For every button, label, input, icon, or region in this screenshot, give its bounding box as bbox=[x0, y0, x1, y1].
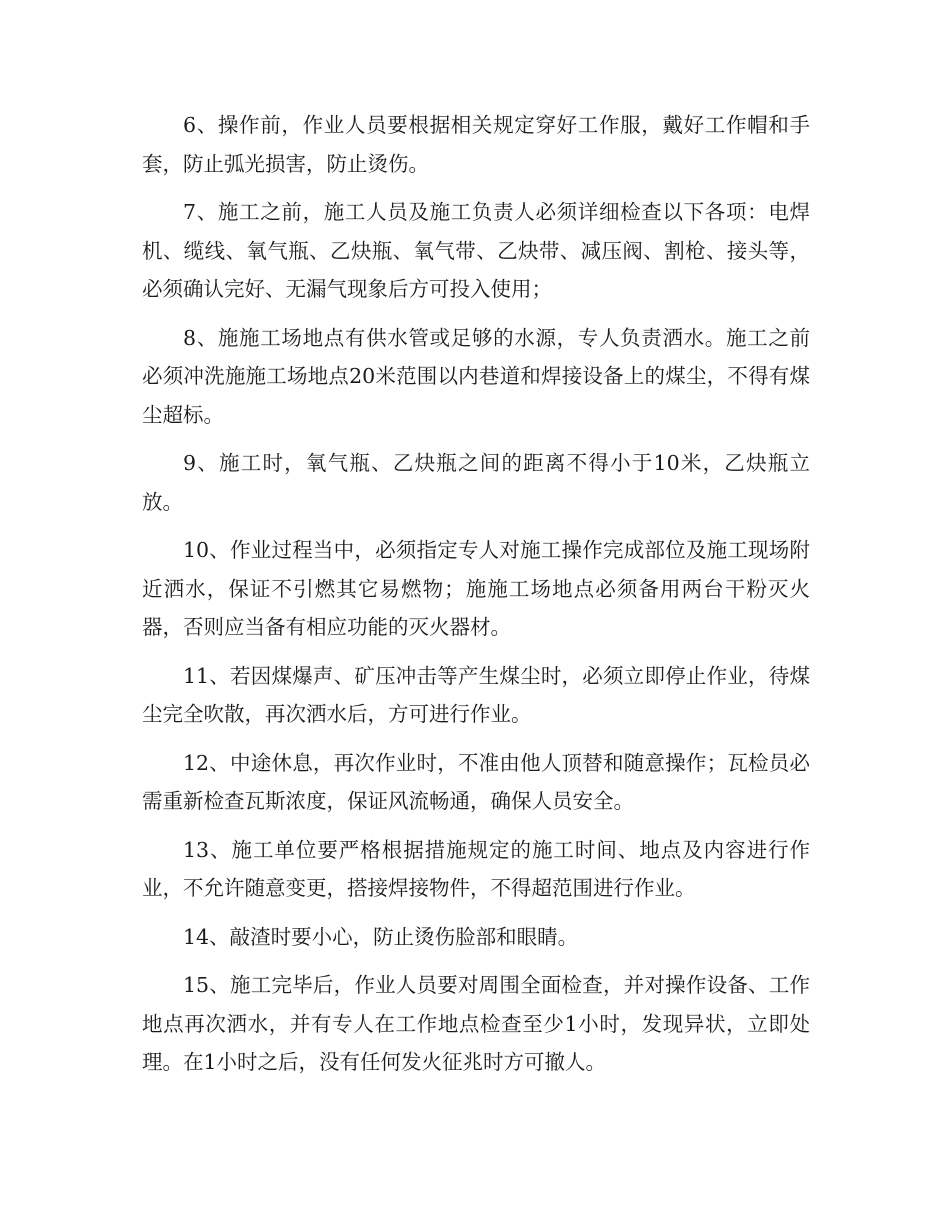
paragraph-item-13: 13、施工单位要严格根据措施规定的施工时间、地点及内容进行作业，不允许随意变更，搭接焊接物件，不得超范围进行作业。 bbox=[142, 837, 810, 900]
paragraph-item-6: 6、操作前，作业人员要根据相关规定穿好工作服，戴好工作帽和手套，防止弧光损害，防止烫伤。 bbox=[142, 113, 810, 176]
paragraph-item-12: 12、中途休息，再次作业时，不准由他人顶替和随意操作；瓦检员必需重新检查瓦斯浓度，保证风流畅通，确保人员安全。 bbox=[142, 750, 810, 813]
paragraph-item-15: 15、施工完毕后，作业人员要对周围全面检查，并对操作设备、工作地点再次洒水，并有专人在工作地点检查至少1小时，发现异状，立即处理。在1小时之后，没有任何发火征兆时方可撤人。 bbox=[142, 973, 810, 1074]
document-body bbox=[142, 106, 810, 1092]
paragraph-item-7: 7、施工之前，施工人员及施工负责人必须详细检查以下各项：电焊机、缆线、氧气瓶、乙炔瓶、氧气带、乙炔带、减压阀、割枪、接头等，必须确认完好、无漏气现象后方可投入使用； bbox=[142, 200, 810, 301]
paragraph-item-14: 14、敲渣时要小心，防止烫伤脸部和眼睛。 bbox=[183, 924, 579, 949]
paragraph-item-8: 8、施施工场地点有供水管或足够的水源，专人负责洒水。施工之前必须冲洗施施工场地点20米范围以内巷道和焊接设备上的煤尘，不得有煤尘超标。 bbox=[142, 325, 810, 427]
paragraph-item-10: 10、作业过程当中，必须指定专人对施工操作完成部位及施工现场附近洒水，保证不引燃其它易燃物；施施工场地点必须备用两台干粉灭火器，否则应当备有相应功能的灭火器材。 bbox=[142, 538, 810, 639]
paragraph-item-11: 11、若因煤爆声、矿压冲击等产生煤尘时，必须立即停止作业，待煤尘完全吹散，再次洒水后，方可进行作业。 bbox=[142, 663, 810, 726]
paragraph-item-9: 9、施工时，氧气瓶、乙炔瓶之间的距离不得小于10米，乙炔瓶立放。 bbox=[142, 451, 810, 514]
